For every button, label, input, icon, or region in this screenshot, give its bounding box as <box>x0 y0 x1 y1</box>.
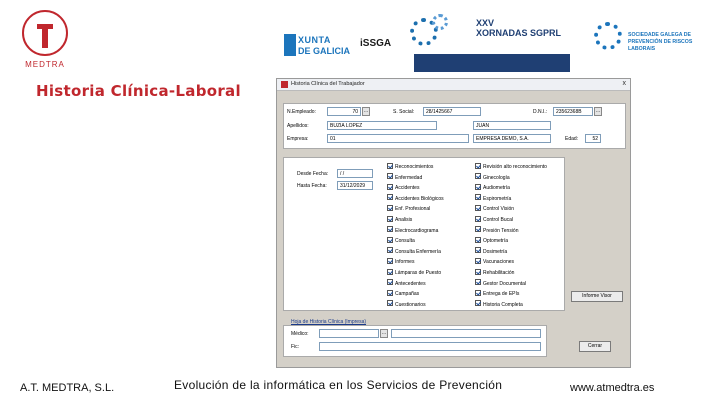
xunta-logo <box>284 34 354 58</box>
checkbox-label: Accidentes <box>395 185 420 192</box>
checkbox-checked-icon[interactable] <box>387 173 393 179</box>
checkbox-label: Lámparas de Puesto <box>395 270 442 276</box>
footer-subtitle: Evolución de la informática en los Servicios de Prevención <box>174 378 503 392</box>
checkbox-option[interactable] <box>387 269 441 277</box>
checkbox-checked-icon[interactable] <box>387 226 393 232</box>
xunta-line1: XUNTA <box>298 35 331 45</box>
checkbox-label: Entrega de EPIs <box>483 291 520 298</box>
checkbox-option[interactable] <box>387 227 438 235</box>
checkbox-checked-icon[interactable] <box>475 184 481 190</box>
checkbox-checked-icon[interactable] <box>475 300 481 306</box>
checkbox-option[interactable] <box>475 269 514 277</box>
checkbox-label: Analisis <box>395 217 413 223</box>
jornadas-title: XORNADAS SGPRL <box>476 28 562 38</box>
checkbox-checked-icon[interactable] <box>475 216 481 222</box>
checkbox-checked-icon[interactable] <box>387 279 393 285</box>
medico-lookup-button[interactable]: … <box>381 330 387 336</box>
checkbox-label: Historia Completa <box>483 301 523 308</box>
page-title: Historia Clínica-Laboral <box>36 82 241 100</box>
checkbox-option[interactable] <box>475 216 513 224</box>
s-social-label: S. Social: <box>393 109 415 115</box>
checkbox-checked-icon[interactable] <box>475 247 481 253</box>
cerrar-button[interactable]: Cerrar <box>579 341 611 352</box>
hasta-fecha-label: Hasta Fecha: <box>297 183 327 189</box>
checkbox-option[interactable] <box>475 227 519 235</box>
checkbox-checked-icon[interactable] <box>387 237 393 243</box>
checkbox-checked-icon[interactable] <box>387 216 393 222</box>
issga-logo <box>360 38 391 49</box>
checkbox-option[interactable] <box>475 290 519 298</box>
window-title: Historia Clínica del Trabajador <box>291 81 365 87</box>
jornadas-logo <box>410 14 570 78</box>
checkbox-option[interactable] <box>475 174 510 182</box>
apellidos-label: Apellidos: <box>287 123 309 129</box>
checkbox-checked-icon[interactable] <box>475 194 481 200</box>
checkbox-label: Vacunaciones <box>483 259 515 266</box>
checkbox-option[interactable] <box>475 301 523 309</box>
checkbox-option[interactable] <box>387 216 412 224</box>
checkbox-checked-icon[interactable] <box>387 194 393 200</box>
checkbox-option[interactable] <box>475 205 514 213</box>
app-icon <box>281 81 288 88</box>
n-empleado-field[interactable]: 70 <box>327 107 361 116</box>
xunta-line2: DE GALICIA <box>298 46 351 56</box>
checkbox-option[interactable] <box>387 290 419 298</box>
edad-field[interactable]: 52 <box>585 134 601 143</box>
apellidos-field[interactable]: BUZIA LOPEZ <box>327 121 437 130</box>
checkbox-checked-icon[interactable] <box>475 226 481 232</box>
checkbox-checked-icon[interactable] <box>387 290 393 296</box>
app-window <box>276 78 631 368</box>
checkbox-label: Control Visión <box>483 206 515 213</box>
checkbox-checked-icon[interactable] <box>475 237 481 243</box>
jornadas-banner <box>414 54 570 72</box>
hasta-fecha-field[interactable]: 31/12/2029 <box>337 181 373 190</box>
checkbox-label: Consulta Enfermería <box>395 248 441 255</box>
dni-lookup-button[interactable]: … <box>595 108 601 114</box>
checkbox-label: Enfermedad <box>395 174 423 181</box>
checkbox-checked-icon[interactable] <box>475 258 481 264</box>
checkbox-option[interactable] <box>387 184 419 192</box>
checkbox-option[interactable] <box>387 174 422 182</box>
fic-field[interactable] <box>319 342 541 351</box>
xunta-flag-icon <box>284 34 296 56</box>
checkbox-option[interactable] <box>387 258 414 266</box>
empresa-code-field[interactable]: 01 <box>327 134 469 143</box>
checkbox-label: Accidentes Biológicos <box>395 195 444 202</box>
n-empleado-label: N.Empleado: <box>287 109 316 115</box>
checkbox-option[interactable] <box>387 301 426 309</box>
checkbox-option[interactable] <box>475 195 511 203</box>
issga-logo-text: iSSGA <box>360 38 392 49</box>
nombre-field[interactable]: JUAN <box>473 121 551 130</box>
sgp-logo-text: SOCIEDADE GALEGA DE PREVENCIÓN DE RISCOS LABORAIS <box>628 32 693 52</box>
checkbox-checked-icon[interactable] <box>475 163 481 169</box>
checkbox-label: Campañas <box>395 291 420 298</box>
checkbox-label: Control Bucal <box>483 217 514 223</box>
empresa-label: Empresa: <box>287 136 309 142</box>
checkbox-option[interactable] <box>475 248 507 256</box>
checkbox-label: Rehabilitación <box>483 270 515 276</box>
checkbox-option[interactable] <box>387 205 430 213</box>
checkbox-label: Presión Tensión <box>483 227 519 234</box>
checkbox-label: Enf. Profesional <box>395 206 431 213</box>
checkbox-checked-icon[interactable] <box>387 184 393 190</box>
n-empleado-lookup-button[interactable]: … <box>363 108 369 114</box>
desde-fecha-label: Desde Fecha: <box>297 171 329 177</box>
dni-field[interactable]: 23562368B <box>553 107 593 116</box>
medtra-logo-label: MEDTRA <box>25 60 65 69</box>
checkbox-option[interactable] <box>387 248 441 256</box>
checkbox-label: Audiometría <box>483 185 510 192</box>
checkbox-option[interactable] <box>475 184 510 192</box>
checkbox-checked-icon[interactable] <box>387 258 393 264</box>
checkbox-label: Consulta <box>395 238 415 245</box>
checkbox-checked-icon[interactable] <box>475 290 481 296</box>
checkbox-option[interactable] <box>387 163 433 171</box>
desde-fecha-field[interactable]: / / <box>337 169 373 178</box>
medico-name-field[interactable] <box>391 329 541 338</box>
checkbox-checked-icon[interactable] <box>387 247 393 253</box>
empresa-name-field[interactable]: EMPRESA DEMO, S.A. <box>473 134 551 143</box>
medico-code-field[interactable] <box>319 329 379 338</box>
checkbox-label: Espirometría <box>483 195 512 202</box>
checkbox-checked-icon[interactable] <box>387 300 393 306</box>
sgp-wheel-icon <box>594 22 622 50</box>
close-icon[interactable]: x <box>622 80 626 87</box>
checkbox-label: Informes <box>395 259 415 266</box>
edad-label: Edad: <box>565 136 579 142</box>
checkbox-label: Gestor Documental <box>483 280 527 287</box>
medtra-t-icon <box>37 24 53 48</box>
checkbox-checked-icon[interactable] <box>387 269 393 275</box>
checkbox-checked-icon[interactable] <box>387 163 393 169</box>
checkbox-checked-icon[interactable] <box>475 205 481 211</box>
checkbox-checked-icon[interactable] <box>475 279 481 285</box>
checkbox-label: Ginecología <box>483 174 510 181</box>
sgp-logo <box>594 20 714 70</box>
jornadas-number: XXV <box>476 18 495 28</box>
checkbox-label: Reconocimientos <box>395 164 434 170</box>
checkbox-option[interactable] <box>475 163 547 171</box>
checkbox-checked-icon[interactable] <box>475 269 481 275</box>
checkbox-label: Electrocardiograma <box>395 227 439 234</box>
footer-company: A.T. MEDTRA, S.L. <box>20 382 115 394</box>
checkbox-label: Cuestionarios <box>395 301 426 308</box>
checkbox-option[interactable] <box>387 237 415 245</box>
checkbox-option[interactable] <box>475 280 526 288</box>
fic-label: Fic: <box>291 344 300 350</box>
window-titlebar <box>277 79 630 91</box>
checkbox-label: Dosimetría <box>483 248 508 255</box>
medico-label: Médico: <box>291 331 309 337</box>
checkbox-label: Antecedentes <box>395 280 426 287</box>
checkbox-label: Optometría <box>483 238 509 245</box>
section-label: Hoja de Historia Clínica (Impresa) <box>291 319 367 325</box>
checkbox-label: Revisión alto reconocimiento <box>483 164 547 170</box>
checkbox-option[interactable] <box>475 258 514 266</box>
footer-website[interactable]: www.atmedtra.es <box>570 382 655 394</box>
s-social-field[interactable]: 28/1425667 <box>423 107 481 116</box>
checkbox-option[interactable] <box>387 195 444 203</box>
checkbox-option[interactable] <box>387 280 426 288</box>
checkbox-checked-icon[interactable] <box>475 173 481 179</box>
small-gear-icon <box>432 14 448 30</box>
informe-visor-button[interactable]: Informe Visor <box>571 291 623 302</box>
checkbox-option[interactable] <box>475 237 508 245</box>
medtra-logo <box>14 8 76 70</box>
checkbox-checked-icon[interactable] <box>387 205 393 211</box>
dni-label: D.N.I.: <box>533 109 548 115</box>
